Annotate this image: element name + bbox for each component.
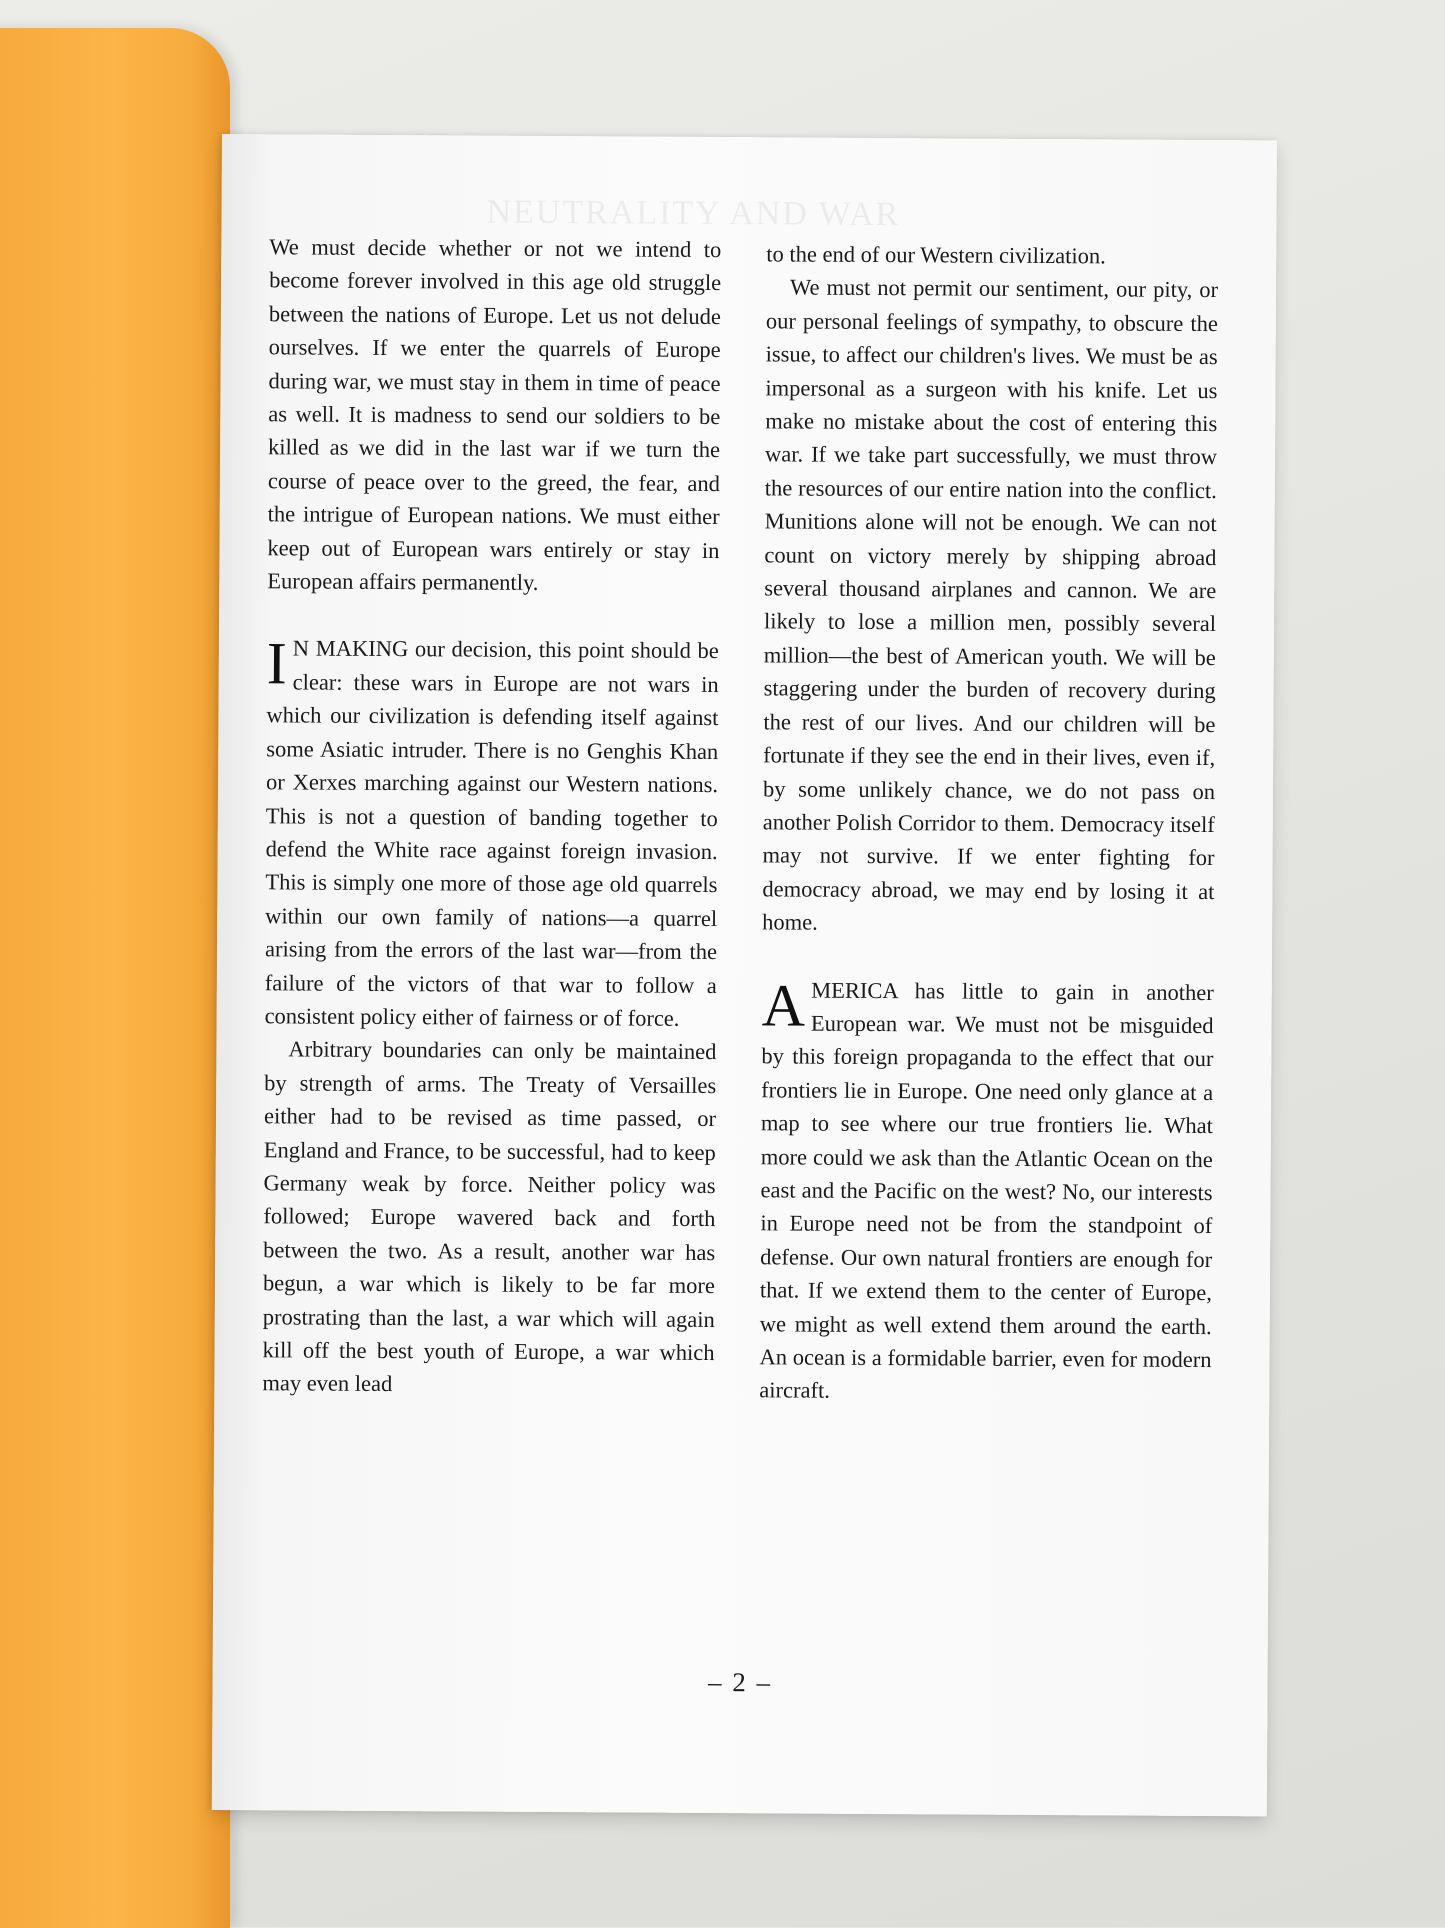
drop-cap: I: [266, 630, 287, 697]
paragraph-text: N MAKING our decision, this point should be clear: these wars in Europe are not wars in which our civilization is defending itself against some Asiatic intruder. There is no Genghis Khan or Xerxes marching against our Western nations. This is not a question of banding together to defend the White race against foreign invasion. This is simply one more of those age old quarrels within our own family of nations—a quarrel arising from the errors of the last war—from the failure of the victors of that war to follow a consistent policy either of fairness or of force.: [264, 635, 719, 1031]
paragraph: We must decide whether or not we intend to become forever involved in this age old struggle between the nations of Europe. Let us not delude ourselves. If we enter the quarrels of Europe during war, we must stay in them in time of peace as well. It is madness to send our soldiers to be killed as we did in the last war if we turn the course of peace over to the greed, the fear, and the intrigue of European nations. We must either keep out of European wars entirely or stay in European affairs permanently.: [267, 234, 722, 596]
paragraph: to the end of our Western civilization.: [766, 241, 1106, 269]
paragraph: Arbitrary boundaries can only be maintained by strength of arms. The Treaty of Versailles either had to be revised as time passed, or England and France, to be successful, had to keep Germany weak by force. Neither policy was followed; Europe wavered back and forth between the two. As a result, another war has begun, a war which is likely to be far more prostrating than the last, a war which will again kill off the best youth of Europe, a war which may even lead: [262, 1036, 717, 1397]
booklet-cover: [0, 28, 230, 1928]
booklet-page: [212, 134, 1277, 1816]
left-column: [262, 230, 721, 1403]
section-gap: [762, 939, 1214, 976]
bleed-through-title: NEUTRALITY AND WAR: [486, 193, 901, 234]
paragraph: We must not permit our sentiment, our pity, or our personal feelings of sympathy, to obscure the issue, to affect our children's lives. We must be as impersonal as a surgeon with his knife. Let us make no mistake about the cost of entering this war. If we take part successfully, we must throw the resources of our entire nation into the conflict. Munitions alone will not be enough. We can not count on victory merely by shipping abroad several thousand airplanes and cannon. We are likely to lose a million men, possibly several million—the best of American youth. We will be staggering under the burden of recovery during the rest of our lives. And our children will be fortunate if they see the end in their lives, even if, by some unlikely chance, we do not pass on another Polish Corridor to them. Democracy itself may not survive. If we enter fighting for democracy abroad, we may end by losing it at home.: [762, 274, 1219, 935]
section-paragraph: [759, 973, 1214, 1410]
right-column: [759, 237, 1218, 1410]
paragraph-text: MERICA has little to gain in another European war. We must not be misguided by this foreign propaganda to the effect that our frontiers lie in Europe. One need only glance at a map to see where our true frontiers lie. What more could we ask than the Atlantic Ocean on the east and the Pacific on the west? No, our interests in Europe need not be from the standpoint of defense. Our own natural frontiers are enough for that. If we extend them to the center of Europe, we might as well extend them around the earth. An ocean is a formidable barrier, even for modern aircraft.: [759, 977, 1214, 1404]
page-number: – 2 –: [707, 1666, 773, 1698]
section-gap: [267, 598, 719, 635]
drop-cap: A: [761, 971, 806, 1039]
section-paragraph: [265, 632, 719, 1036]
